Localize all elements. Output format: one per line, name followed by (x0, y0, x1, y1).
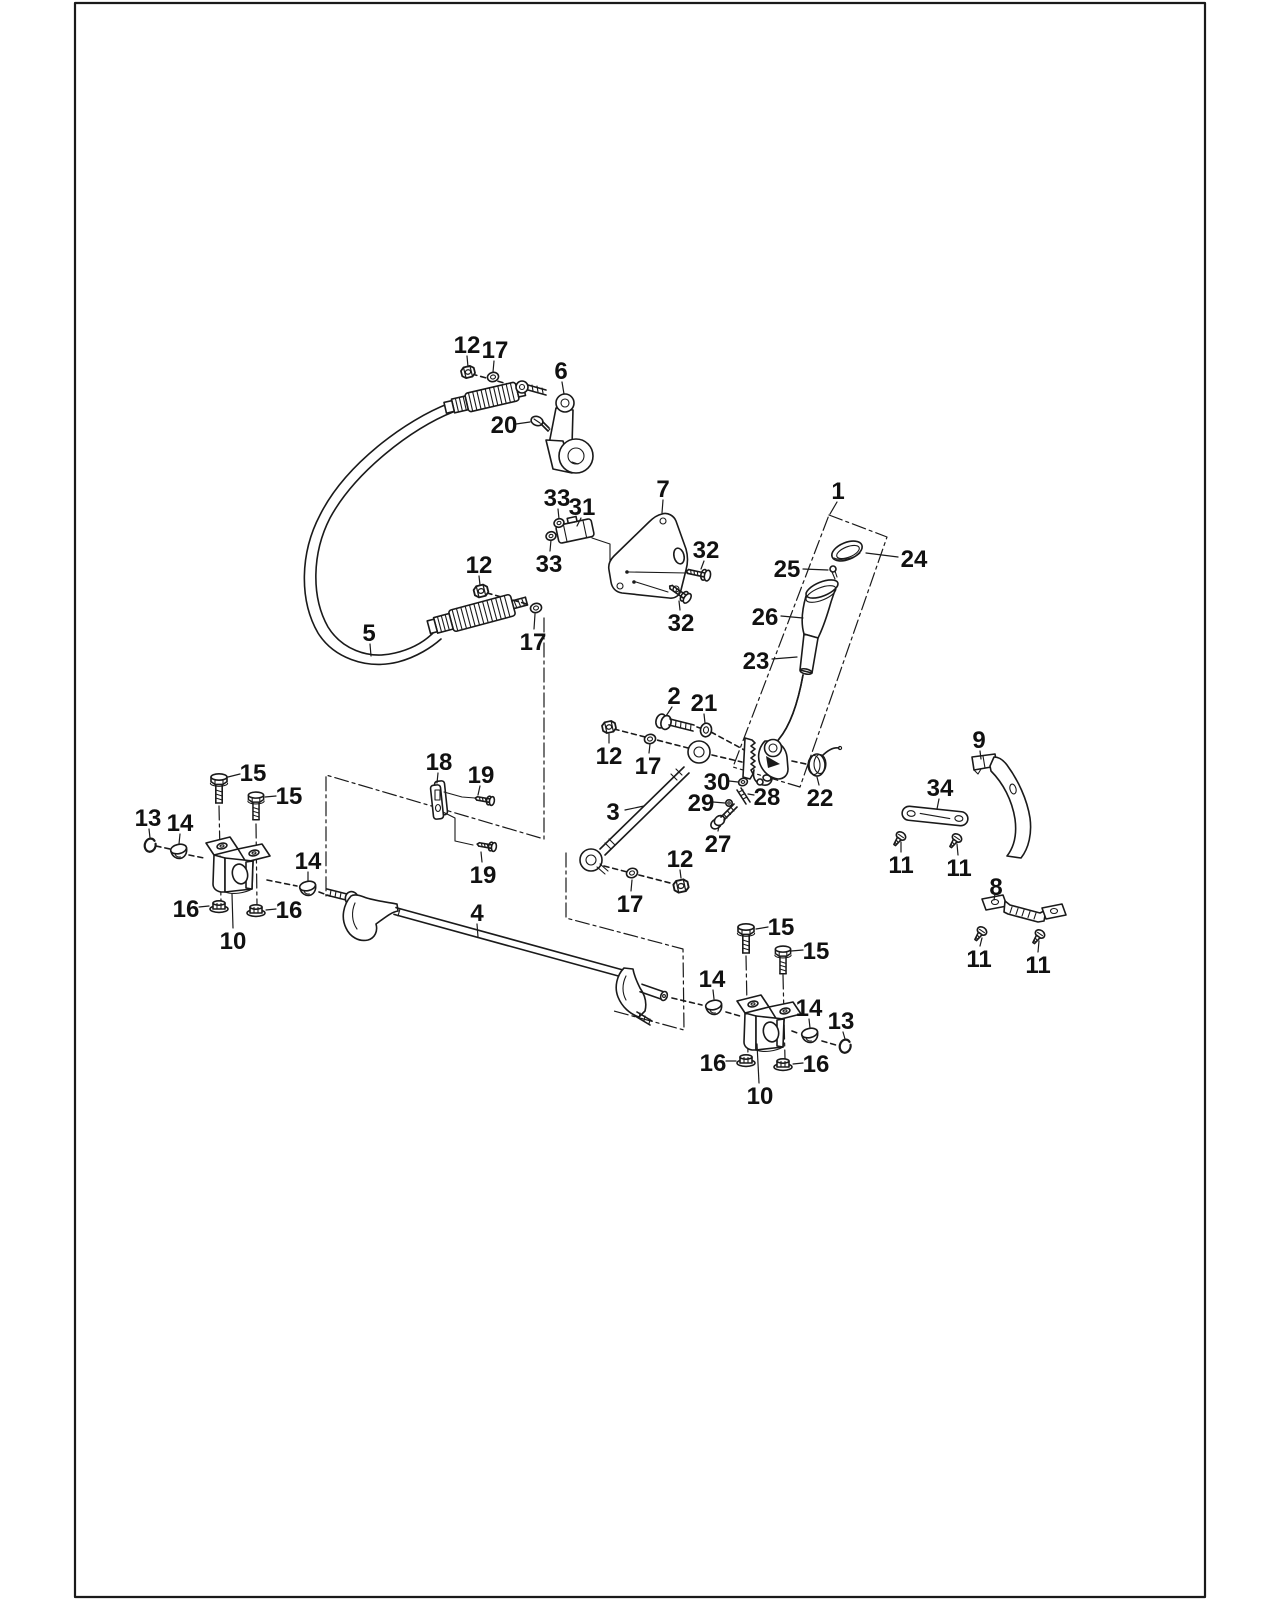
part-number-label: 12 (595, 743, 623, 770)
callout-leader-line (817, 777, 819, 785)
part-number-label: 15 (802, 938, 830, 965)
part-number-label: 13 (134, 805, 162, 832)
screw-11 (972, 925, 989, 943)
part-number-label: 18 (425, 749, 453, 776)
bolt-2 (654, 713, 694, 731)
projection-lines (219, 515, 887, 1059)
screw-20 (530, 415, 550, 431)
part-number-label: 14 (795, 995, 823, 1022)
callout-leader-line (265, 796, 276, 797)
ball-29 (726, 800, 732, 806)
part-number-label: 12 (453, 332, 481, 359)
part-number-label: 33 (535, 551, 563, 578)
nut-16 (774, 1059, 792, 1071)
part-number-label: 17 (616, 891, 644, 918)
part-number-label: 28 (753, 784, 781, 811)
part-number-label: 17 (519, 629, 547, 656)
snap-ring-13 (144, 838, 157, 853)
callout-leader-line (516, 422, 530, 424)
part-number-label: 19 (467, 762, 495, 789)
part-number-label: 20 (490, 412, 518, 439)
bracket-18 (430, 781, 475, 845)
part-number-label: 15 (767, 914, 795, 941)
part-number-label: 16 (172, 896, 200, 923)
part-number-label: 4 (470, 900, 484, 927)
part-number-label: 6 (554, 358, 568, 385)
bolt-15 (737, 924, 754, 953)
part-number-label: 17 (634, 753, 662, 780)
part-number-label: 2 (667, 683, 681, 710)
washer-17 (644, 733, 657, 744)
screw-11 (947, 832, 964, 850)
part-callouts (135, 332, 1051, 1110)
rod-bracket-10 (737, 995, 801, 1051)
part-number-label: 13 (827, 1008, 855, 1035)
part-number-label: 14 (166, 810, 194, 837)
part-number-label: 25 (773, 556, 801, 583)
screw-19 (476, 840, 497, 852)
nut-12 (601, 720, 616, 734)
part-number-label: 1 (831, 478, 845, 505)
part-number-label: 23 (742, 648, 770, 675)
screw-32 (685, 566, 711, 582)
part-number-label: 17 (481, 337, 509, 364)
callout-leader-line (793, 1063, 803, 1064)
washer-17 (625, 867, 639, 879)
part-number-label: 10 (746, 1083, 774, 1110)
part-number-label: 34 (926, 775, 954, 802)
callout-leader-line (228, 774, 240, 777)
washer-21 (699, 722, 712, 737)
part-number-label: 29 (687, 790, 715, 817)
part-number-label: 14 (294, 848, 322, 875)
alignment-lines (156, 374, 836, 1045)
drawing-border (75, 3, 1205, 1597)
part-number-label: 11 (966, 946, 992, 973)
washer-17 (529, 602, 542, 614)
part-number-label: 31 (568, 494, 596, 521)
callout-leader-line (232, 894, 233, 928)
part-number-label: 19 (469, 862, 497, 889)
part-number-label: 11 (946, 855, 972, 882)
part-number-label: 3 (606, 799, 620, 826)
strap-34 (901, 806, 968, 827)
callout-leader-line (1038, 941, 1039, 952)
nut-16 (247, 905, 265, 917)
part-number-label: 11 (1025, 952, 1051, 979)
callout-leader-line (756, 927, 768, 929)
screw-11 (891, 830, 908, 848)
nut-12 (673, 879, 690, 894)
part-number-label: 9 (972, 727, 986, 754)
select-lever-6 (546, 394, 593, 473)
callout-leader-line (781, 616, 803, 618)
cup-washer-14 (705, 999, 724, 1016)
bolt-15 (248, 792, 264, 820)
nut-12 (473, 584, 489, 598)
callout-leader-line (550, 540, 551, 551)
knob-cap-24 (829, 537, 865, 565)
part-number-label: 7 (656, 476, 670, 503)
part-number-label: 32 (667, 610, 695, 637)
mounting-bracket-7 (609, 513, 688, 598)
shift-knob-26 (800, 576, 841, 675)
part-number-label: 16 (275, 897, 303, 924)
nut-16 (737, 1055, 755, 1067)
part-number-label: 27 (704, 831, 732, 858)
part-number-label: 8 (989, 874, 1003, 901)
cup-washer-14 (170, 843, 189, 860)
part-number-label: 22 (806, 785, 834, 812)
callout-leader-line (649, 744, 650, 753)
callout-leader-line (957, 844, 958, 855)
callout-leader-line (772, 657, 797, 659)
nut-16 (210, 901, 228, 913)
callout-leader-line (866, 553, 898, 557)
part-number-label: 26 (751, 604, 779, 631)
part-number-label: 32 (692, 537, 720, 564)
rod-bracket-10 (206, 837, 270, 893)
callout-leader-line (481, 852, 482, 862)
pin-28 (737, 788, 750, 804)
callout-leader-line (679, 601, 680, 610)
callout-leader-line (534, 614, 535, 629)
part-number-label: 21 (690, 690, 718, 717)
part-number-label: 12 (666, 846, 694, 873)
screw-19 (474, 794, 495, 806)
part-number-label: 16 (699, 1050, 727, 1077)
cup-washer-14 (299, 880, 318, 897)
cup-washer-14 (801, 1027, 820, 1044)
part-number-label: 5 (362, 620, 376, 647)
bolt-15 (210, 774, 227, 803)
snap-ring-13 (839, 1039, 852, 1054)
callout-leader-line (631, 880, 632, 891)
nut-30 (738, 777, 749, 787)
bolt-15 (775, 946, 791, 974)
screw-11 (1030, 928, 1047, 946)
guide-plate-9 (972, 754, 1031, 858)
part-number-label: 12 (465, 552, 493, 579)
callout-leader-line (803, 569, 828, 570)
screw-25 (830, 566, 837, 579)
part-number-label: 11 (888, 852, 914, 879)
part-number-label: 15 (239, 760, 267, 787)
part-number-label: 33 (543, 485, 571, 512)
callout-leader-line (199, 906, 209, 907)
part-number-label: 30 (703, 769, 731, 796)
part-number-label: 15 (275, 783, 303, 810)
part-number-label: 14 (698, 966, 726, 993)
knob-neck (800, 634, 818, 673)
callout-leader-line (791, 950, 803, 951)
callout-leader-line (713, 802, 725, 803)
part-number-label: 16 (802, 1051, 830, 1078)
callout-leader-line (980, 938, 982, 946)
part-number-label: 24 (900, 546, 928, 573)
part-number-label: 10 (219, 928, 247, 955)
callout-leader-line (266, 909, 276, 910)
